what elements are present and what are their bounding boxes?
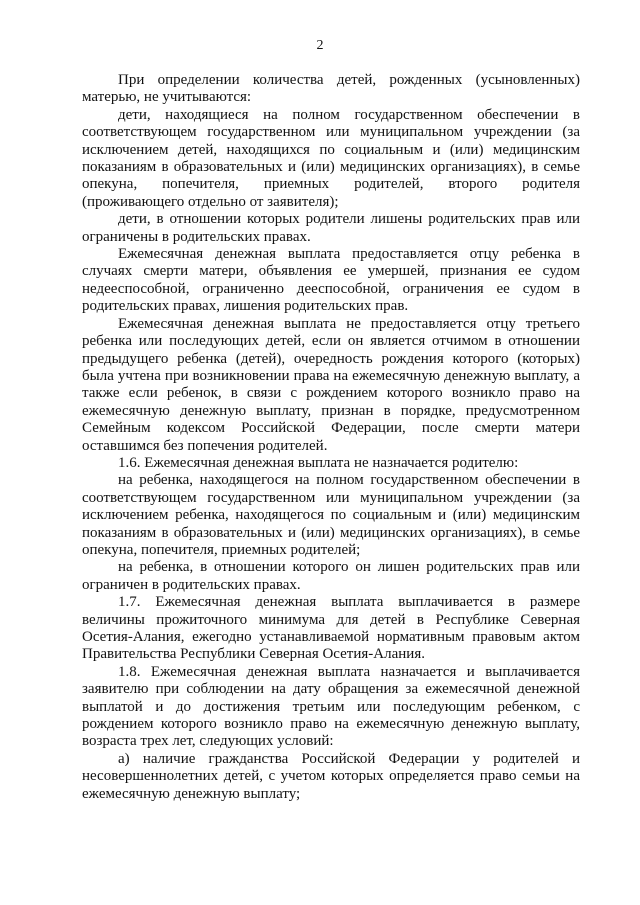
document-body (82, 72, 580, 803)
paragraph-11: а) наличие гражданства Российской Федерации у родителей и несовершеннолетних детей, с учетом которых определяется право семьи на ежемесячную денежную выплату; (82, 750, 580, 802)
paragraph-2: дети, находящиеся на полном государственном обеспечении в соответствующем государственном или муниципальном учреждении (за исключением детей, находящихся по социальным и (или) медицинским показаниям в образовательных и (или) медицинских организациях), в семье опекуна, попечителя, приемных родителей, второго родителя (проживающего отдельно от заявителя); (82, 106, 580, 210)
paragraph-4: Ежемесячная денежная выплата предоставляется отцу ребенка в случаях смерти матери, объявления ее умершей, признания ее судом недееспособной, ограниченно дееспособной, ограничения ее судом в родительских правах, лишения родительских прав. (82, 246, 580, 315)
paragraph-9: 1.7. Ежемесячная денежная выплата выплачивается в размере величины прожиточного минимума для детей в Республике Северная Осетия-Алания, ежегодно устанавливаемой нормативным правовым актом Правительства Республики Северная Осетия-Алания. (82, 594, 580, 663)
page-number: 2 (316, 38, 324, 53)
paragraph-1: При определении количества детей, рожденных (усыновленных) матерью, не учитываются: (82, 72, 580, 106)
paragraph-7: на ребенка, находящегося на полном государственном обеспечении в соответствующем государственном или муниципальном учреждении (за исключением ребенка, находящегося по социальным и (или) медицинским показаниям в образовательных и (или) медицинских организациях), в семье опекуна, попечителя, приемных родителей; (82, 472, 580, 558)
paragraph-5: Ежемесячная денежная выплата не предоставляется отцу третьего ребенка или последующих детей, если он является отчимом в отношении предыдущего ребенка (детей), очередность рождения которого (которых) была учтена при возникновении права на ежемесячную денежную выплату, а также если ребенок, в связи с рождением которого возникло право на ежемесячную денежную выплату, признан в порядке, предусмотренном Семейным кодексом Российской Федерации, после смерти матери оставшимся без попечения родителей. (82, 315, 580, 454)
paragraph-8: на ребенка, в отношении которого он лишен родительских прав или ограничен в родительских правах. (82, 559, 580, 593)
paragraph-6: 1.6. Ежемесячная денежная выплата не назначается родителю: (118, 454, 519, 471)
paragraph-3: дети, в отношении которых родители лишены родительских прав или ограничены в родительских правах. (82, 211, 580, 245)
paragraph-10: 1.8. Ежемесячная денежная выплата назначается и выплачивается заявителю при соблюдении на дату обращения за ежемесячной денежной выплатой и до достижения третьим или последующим ребенком, с рождением которого возникло право на ежемесячную денежную выплату, возраста трех лет, следующих условий: (82, 663, 580, 750)
